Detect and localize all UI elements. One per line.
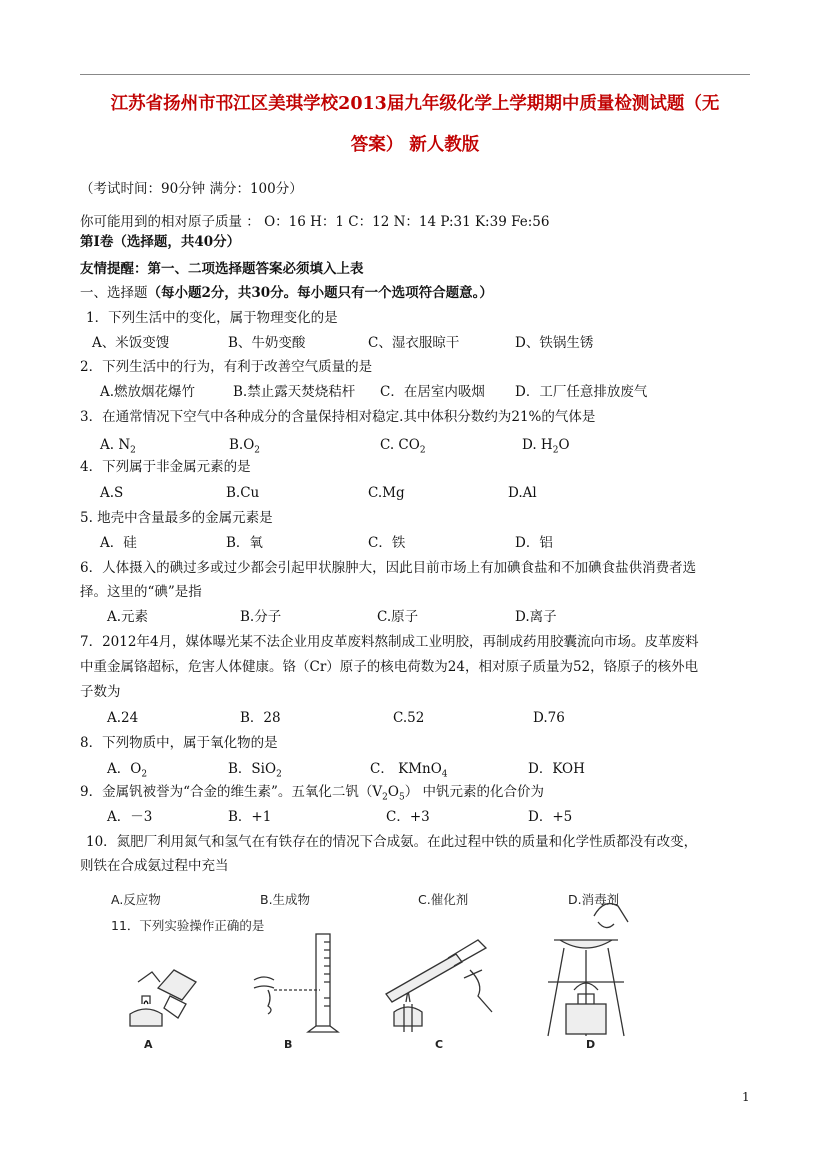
q2-option-c: C．在居室内吸烟 — [380, 384, 485, 400]
q10-option-b: B.生成物 — [260, 892, 311, 907]
q5-option-d: D．铝 — [515, 535, 553, 551]
q3-option-b: $B.O_2$ — [229, 437, 261, 456]
q4-option-a: A.S — [100, 485, 124, 501]
title-line-1: 江苏省扬州市邗江区美琪学校2013届九年级化学上学期期中质量检测试题（无 — [110, 94, 720, 114]
apparatus-b-icon — [254, 934, 338, 1032]
question-6-stem: 6．人体摄入的碘过多或过少都会引起甲状腺肿大，因此目前市场上有加碘食盐和不加碘食盐供消费者选 — [80, 560, 697, 576]
exam-info: （考试时间：90分钟 满分：100分） — [80, 181, 303, 197]
q5-option-b: B．氧 — [226, 535, 263, 551]
label-d: D — [586, 1038, 596, 1051]
label-a: A — [144, 1038, 153, 1051]
page-number: 1 — [742, 1090, 750, 1104]
question-10-stem-2: 则铁在合成氨过程中充当 — [80, 858, 229, 874]
q8-option-c: C． KMnO$_4$ — [370, 761, 448, 780]
figure-region — [108, 886, 686, 1061]
title-line-2: 答案） 新人教版 — [350, 135, 480, 155]
q4-option-c: C.Mg — [368, 485, 405, 501]
q10-option-d: D.消毒剂 — [568, 892, 620, 907]
q6-option-c: C.原子 — [377, 609, 419, 625]
question-2-stem: 2．下列生活中的行为，有利于改善空气质量的是 — [80, 359, 373, 375]
q7-option-b: B．28 — [240, 710, 281, 726]
section-1-rule: （每小题2分，共30分。每小题只有一个选项符合题意。） — [147, 285, 493, 301]
section-1-prefix: 一、选择题 — [80, 285, 148, 301]
apparatus-c-icon — [386, 940, 492, 1032]
question-3-stem: 3．在通常情况下空气中各种成分的含量保持相对稳定.其中体积分数约为21%的气体是 — [80, 409, 596, 425]
q2-option-a: A.燃放烟花爆竹 — [100, 384, 196, 400]
q3-option-d: D. $H_2O$ — [522, 437, 570, 456]
q7-option-a: A.24 — [107, 710, 139, 726]
q9-option-c: C．+3 — [386, 809, 430, 825]
q8-option-a: A．$O_2$ — [107, 761, 148, 780]
question-9-stem: 9．金属钒被誉为“合金的维生素”。五氧化二钒$(V_2O_5)$ 中钒元素的化合价为 — [80, 784, 544, 803]
apparatus-a-icon — [130, 970, 196, 1026]
q1-option-a: A、米饭变馊 — [92, 335, 170, 351]
q8-option-d: D．KOH — [528, 761, 585, 777]
question-4-stem: 4．下列属于非金属元素的是 — [80, 459, 251, 475]
q1-option-d: D、铁锅生锈 — [515, 335, 594, 351]
tip: 友情提醒：第一、二项选择题答案必须填入上表 — [80, 261, 364, 277]
section-1-heading — [80, 284, 493, 302]
question-7-stem: 7．2012年4月，媒体曝光某不法企业用皮革废料熬制成工业明胶，再制成药用胶囊流向市场。皮革废料 — [80, 634, 699, 650]
q10-option-a: A.反应物 — [111, 892, 161, 907]
question-10-stem: 10．氮肥厂利用氮气和氢气在有铁存在的情况下合成氨。在此过程中铁的质量和化学性质都没有改变， — [86, 834, 698, 850]
label-b: B — [284, 1038, 293, 1051]
q5-option-a: A．硅 — [100, 535, 137, 551]
q6-option-d: D.离子 — [515, 609, 557, 625]
question-1-stem: 1．下列生活中的变化，属于物理变化的是 — [86, 310, 338, 326]
q9-option-d: D．+5 — [528, 809, 573, 825]
question-7-stem-2: 中重金属铬超标，危害人体健康。铬（Cr）原子的核电荷数为24，相对原子质量为52，铬原子的核外电 — [80, 659, 699, 675]
q7-option-d: D.76 — [533, 710, 565, 726]
q8-option-b: B．SiO$_2$ — [228, 761, 282, 780]
q4-option-d: D.Al — [508, 485, 537, 501]
q6-option-b: B.分子 — [240, 609, 282, 625]
q2-option-b: B.禁止露天焚烧秸杆 — [233, 384, 356, 400]
header-rule — [80, 74, 750, 75]
apparatus-drawings — [108, 886, 686, 1061]
q1-option-c: C、湿衣服晾干 — [368, 335, 460, 351]
apparatus-d-icon — [548, 904, 628, 1036]
q5-option-c: C．铁 — [368, 535, 406, 551]
q3-option-c: C. $CO_2$ — [380, 437, 426, 456]
q9-option-b: B．+1 — [228, 809, 272, 825]
question-6-stem-2: 择。这里的“碘”是指 — [80, 584, 202, 600]
q1-option-b: B、牛奶变酸 — [228, 335, 306, 351]
q4-option-b: B.Cu — [226, 485, 260, 501]
label-c: C — [435, 1038, 444, 1051]
q7-option-c: C.52 — [393, 710, 425, 726]
question-8-stem: 8．下列物质中，属于氧化物的是 — [80, 735, 278, 751]
question-7-stem-3: 子数为 — [80, 684, 121, 700]
q9-option-a: A．－3 — [107, 809, 153, 825]
question-5-stem: 5. 地壳中含量最多的金属元素是 — [80, 510, 273, 526]
part-1-heading: 第Ⅰ卷（选择题，共40分） — [80, 234, 241, 250]
atomic-mass: 你可能用到的相对原子质量 ： O：16 H：1 C：12 N：14 P:31 K:39 Fe:56 — [80, 214, 550, 230]
question-11-stem: 11．下列实验操作正确的是 — [111, 918, 265, 933]
q2-option-d: D．工厂任意排放废气 — [515, 384, 648, 400]
q3-option-a: A. $N_2$ — [100, 437, 136, 456]
q6-option-a: A.元素 — [107, 609, 149, 625]
q10-option-c: C.催化剂 — [418, 892, 469, 907]
